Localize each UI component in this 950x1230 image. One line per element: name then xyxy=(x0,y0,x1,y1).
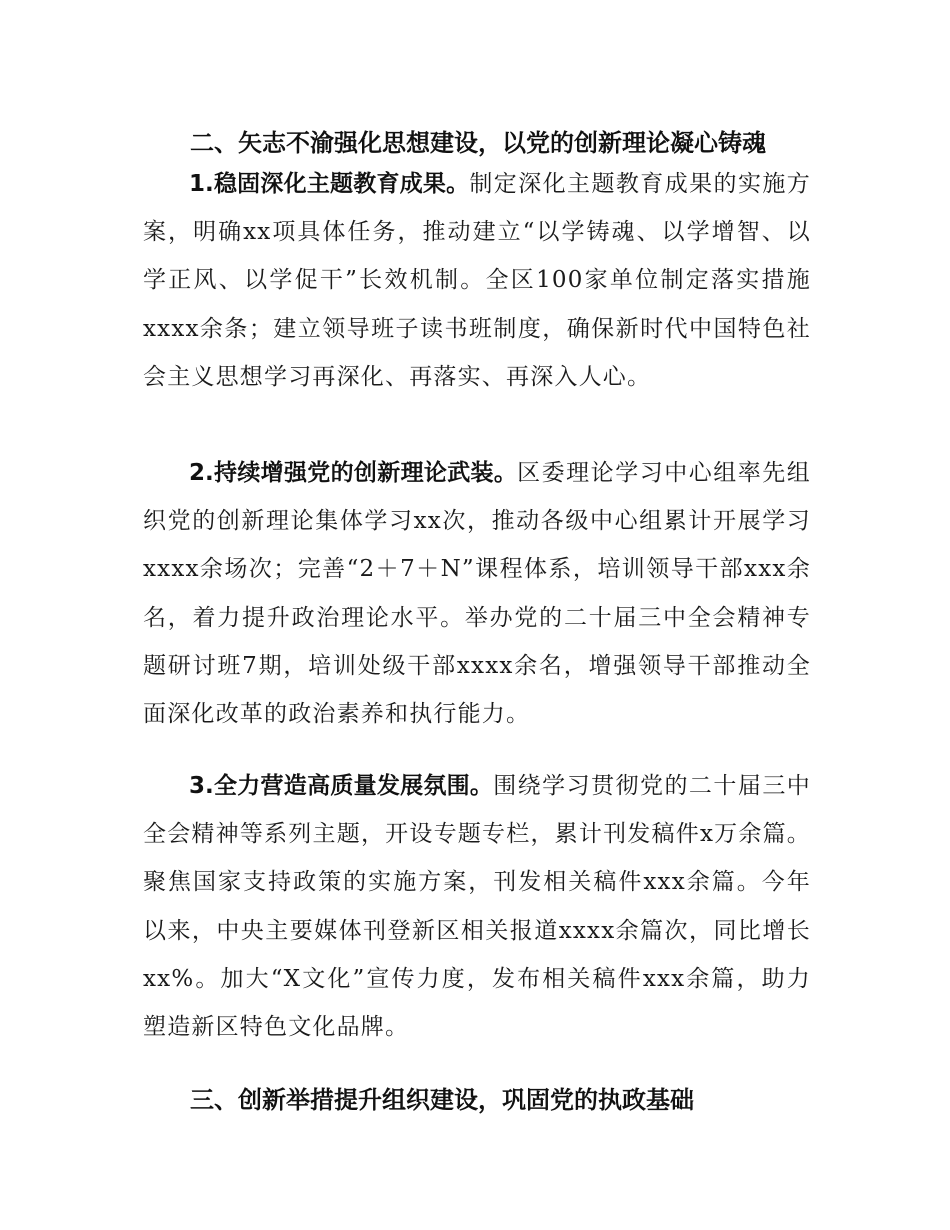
paragraph-1 xyxy=(143,160,811,401)
paragraph-3-lead: 3.全力营造高质量发展氛围。 xyxy=(189,773,494,799)
paragraph-3-body: 围绕学习贯彻党的二十届三中全会精神等系列主题，开设专题专栏，累计刊发稿件x万余篇。聚焦国家支持政策的实施方案，刊发相关稿件xxx余篇。今年以来，中央主要媒体刊登新区相关报道xxxx余篇次，同比增长xx%。加大“X文化”宣传力度，发布相关稿件xxx余篇，助力塑造新区特色文化品牌。 xyxy=(143,773,811,1041)
paragraph-2-lead: 2.持续增强党的创新理论武装。 xyxy=(189,460,518,486)
paragraph-2-body: 区委理论学习中心组率先组织党的创新理论集体学习xx次，推动各级中心组累计开展学习xxxx余场次；完善“2＋7＋N”课程体系，培训领导干部xxx余名，着力提升政治理论水平。举办党的二十届三中全会精神专题研讨班7期，培训处级干部xxxx余名，增强领导干部推动全面深化改革的政治素养和执行能力。 xyxy=(143,460,811,728)
paragraph-2 xyxy=(143,449,811,738)
paragraph-1-lead: 1.稳固深化主题教育成果。 xyxy=(189,171,470,197)
paragraph-3 xyxy=(143,762,811,1051)
section-heading-next: 三、创新举措提升组织建设，巩固党的执政基础 xyxy=(190,1086,694,1114)
section-heading: 二、矢志不渝强化思想建设，以党的创新理论凝心铸魂 xyxy=(190,129,766,157)
paragraph-1-body: 制定深化主题教育成果的实施方案，明确xx项具体任务，推动建立“以学铸魂、以学增智、以学正风、以学促干”长效机制。全区100家单位制定落实措施xxxx余条；建立领导班子读书班制度，确保新时代中国特色社会主义思想学习再深化、再落实、再深入人心。 xyxy=(143,171,811,390)
